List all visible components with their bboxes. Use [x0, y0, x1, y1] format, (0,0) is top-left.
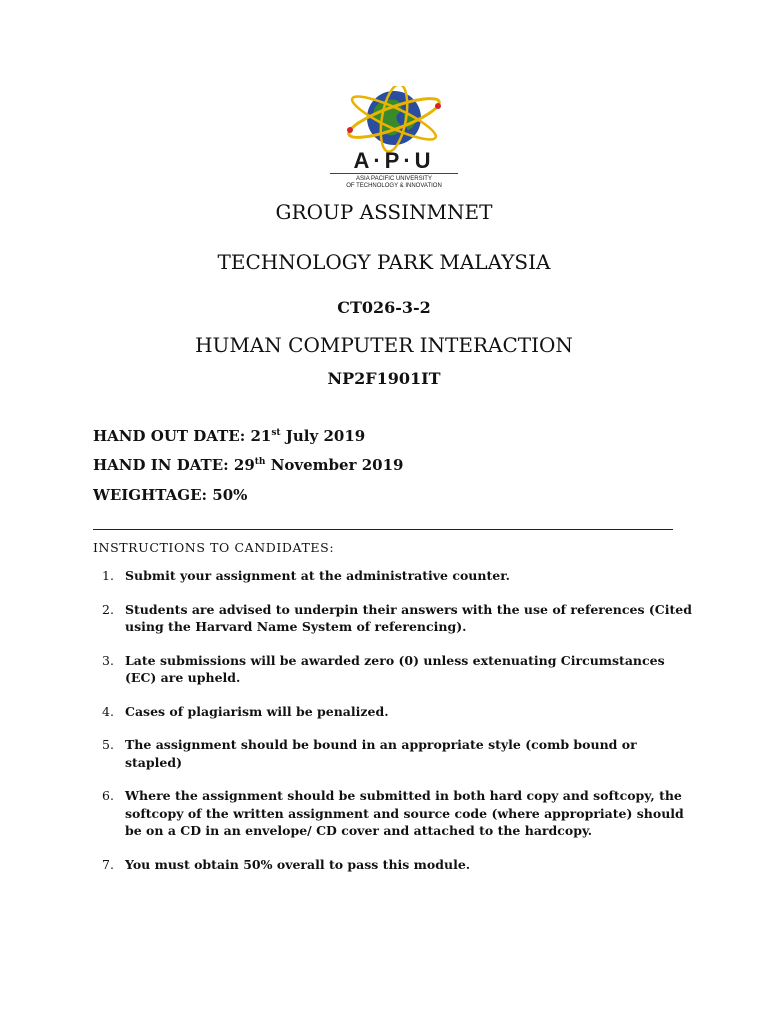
instruction-text: You must obtain 50% overall to pass this module.: [125, 856, 471, 872]
logo-subtitle: [324, 176, 464, 190]
instruction-item: [93, 567, 693, 585]
hand-in-day: 29: [233, 456, 255, 474]
instructions-heading: INSTRUCTIONS TO CANDIDATES:: [93, 540, 335, 555]
instruction-item: [93, 736, 693, 771]
instruction-number: 5.: [102, 737, 114, 752]
instruction-number: 4.: [102, 703, 114, 719]
hand-in-suffix: th: [254, 457, 266, 467]
instruction-item: [93, 652, 693, 687]
instruction-item: [93, 601, 693, 636]
instruction-text: The assignment should be bound in an appropriate style (comb bound or stapled): [125, 737, 637, 770]
instruction-item: [93, 703, 693, 721]
hand-out-day: 21: [250, 427, 272, 445]
location-heading: TECHNOLOGY PARK MALAYSIA: [217, 250, 551, 274]
instruction-number: 1.: [102, 568, 114, 583]
hand-out-rest: July 2019: [280, 427, 366, 445]
divider-line: [93, 529, 673, 530]
instruction-text: Students are advised to underpin their answers with the use of references (Cited using the Harvard Name System of referencing).: [125, 601, 692, 634]
logo-subtitle-line1: ASIA PACIFIC UNIVERSITY: [356, 176, 432, 182]
hand-in-label: HAND IN DATE:: [93, 456, 234, 474]
hand-out-label: HAND OUT DATE:: [93, 427, 251, 445]
instruction-number: 3.: [102, 652, 114, 668]
hand-in-date: [93, 456, 403, 474]
apu-logo: [324, 86, 464, 196]
instruction-text: Late submissions will be awarded zero (0) unless extenuating Circumstances (EC) are upheld.: [125, 652, 665, 685]
instruction-text: Where the assignment should be submitted in both hard copy and softcopy, the softcopy of the written assignment and source code (where appropriate) should be on a CD in an envelope/ CD cover and attached to the hardcopy.: [125, 788, 684, 838]
logo-letters: A·P·U: [353, 148, 435, 173]
hand-out-date: [93, 427, 365, 445]
weightage: WEIGHTAGE: 50%: [93, 486, 248, 504]
logo-subtitle-line2: OF TECHNOLOGY & INNOVATION: [346, 183, 442, 189]
hand-out-suffix: st: [271, 428, 281, 438]
instruction-number: 7.: [102, 856, 114, 872]
instruction-text: Submit your assignment at the administrative counter.: [125, 568, 510, 583]
globe-icon: [324, 86, 464, 156]
instruction-text: Cases of plagiarism will be penalized.: [125, 703, 389, 719]
logo-divider: [330, 173, 458, 174]
module-code: CT026-3-2: [337, 298, 431, 317]
instruction-number: 6.: [102, 788, 114, 803]
document-title: GROUP ASSINMNET: [275, 200, 493, 224]
instructions-list: [93, 567, 693, 889]
instruction-number: 2.: [102, 601, 114, 617]
instruction-item: [93, 856, 693, 874]
hand-in-rest: November 2019: [265, 456, 404, 474]
module-name: HUMAN COMPUTER INTERACTION: [195, 333, 573, 357]
intake-code: NP2F1901IT: [327, 369, 441, 388]
instruction-item: [93, 787, 693, 840]
